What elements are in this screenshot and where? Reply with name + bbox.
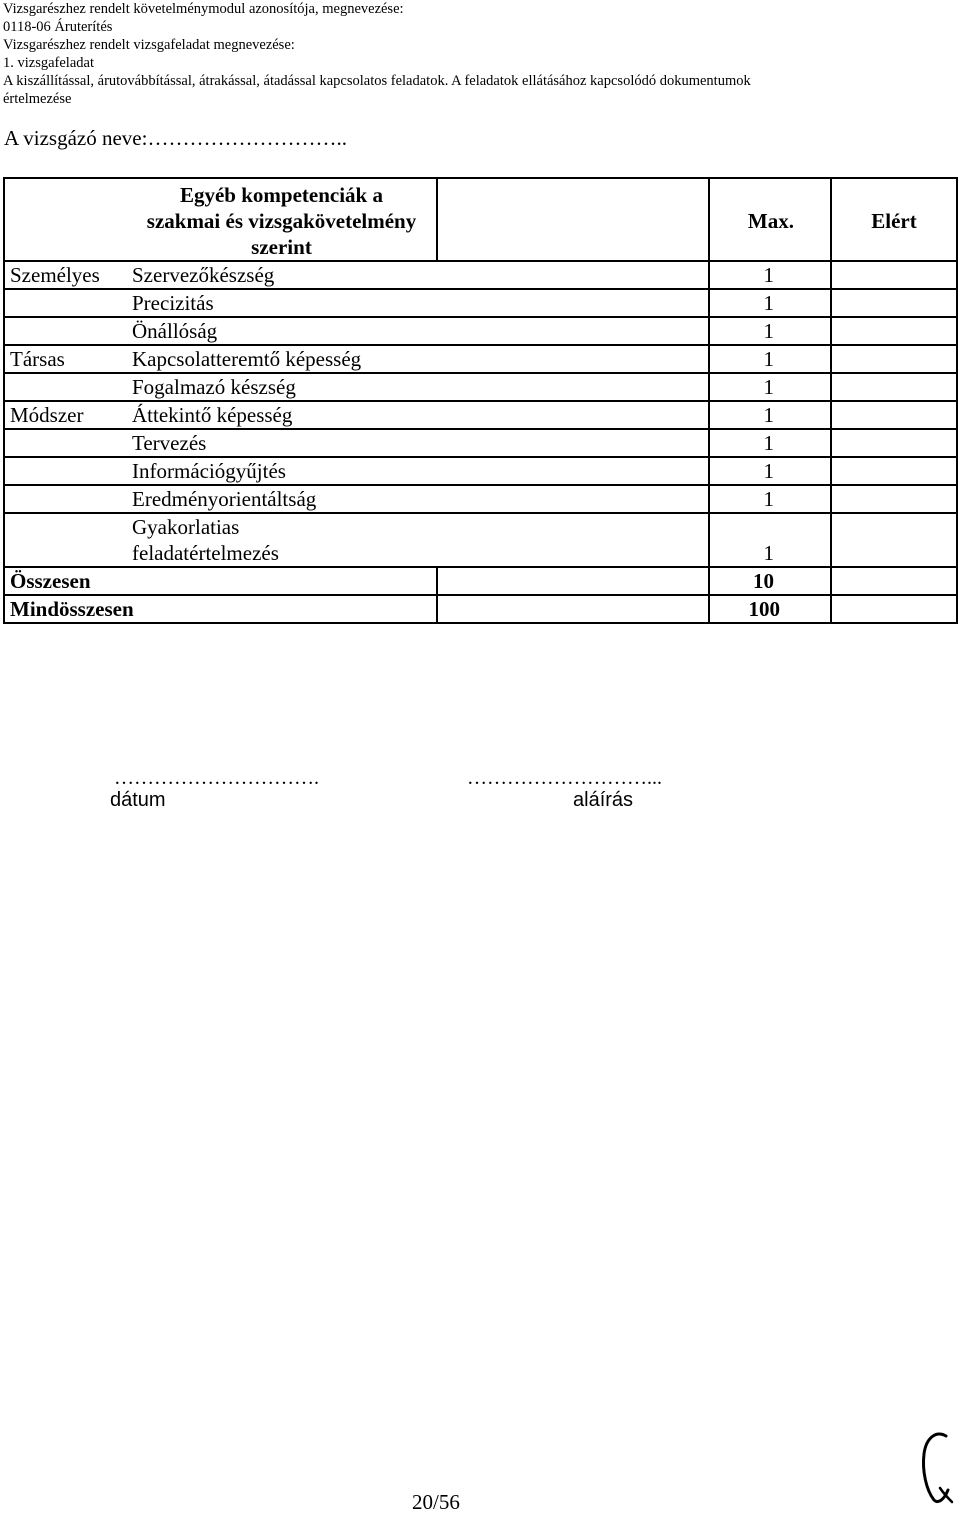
table-header-row <box>4 178 957 261</box>
grand-total-achieved[interactable] <box>831 595 957 623</box>
date-label: dátum <box>110 789 166 811</box>
table-row <box>4 261 957 289</box>
achieved-cell[interactable] <box>831 317 957 345</box>
max-cell: 1 <box>709 261 831 289</box>
category-cell <box>4 485 127 513</box>
category-cell <box>4 429 127 457</box>
item-cell: Információgyűjtés <box>127 457 709 485</box>
table-row <box>4 317 957 345</box>
heading-line: szakmai és vizsgakövetelmény <box>146 209 417 233</box>
grand-total-max: 100 <box>709 595 831 623</box>
achieved-cell[interactable] <box>831 345 957 373</box>
max-cell: 1 <box>709 373 831 401</box>
achieved-cell[interactable] <box>831 513 957 567</box>
item-cell <box>127 513 709 567</box>
item-cell: Precizitás <box>127 289 709 317</box>
achieved-cell[interactable] <box>831 373 957 401</box>
table-row <box>4 513 957 567</box>
table-row <box>4 457 957 485</box>
grand-total-label: Mindösszesen <box>4 595 437 623</box>
max-cell: 1 <box>709 317 831 345</box>
heading-line: Egyéb kompetenciák a <box>179 183 383 207</box>
total-row <box>4 567 957 595</box>
table-row <box>4 429 957 457</box>
max-cell: 1 <box>709 401 831 429</box>
category-cell: Társas <box>4 345 127 373</box>
category-cell <box>4 317 127 345</box>
grand-total-row <box>4 595 957 623</box>
category-cell: Módszer <box>4 401 127 429</box>
page-number: 20/56 <box>412 1490 460 1514</box>
date-line: …………………………. <box>114 767 319 789</box>
header-task-description: A kiszállítással, árutovábbítással, átrakással, átadással kapcsolatos feladatok. A feladatok ellátásához kapcsolódó dokumentumok <box>3 73 751 89</box>
achieved-cell[interactable] <box>831 401 957 429</box>
max-cell: 1 <box>709 345 831 373</box>
max-cell: 1 <box>709 513 831 567</box>
header-module-label: Vizsgarészhez rendelt követelménymodul azonosítója, megnevezése: <box>3 1 404 17</box>
achieved-cell[interactable] <box>831 289 957 317</box>
achieved-cell[interactable] <box>831 429 957 457</box>
category-cell <box>4 457 127 485</box>
max-header: Max. <box>709 178 831 261</box>
category-cell <box>4 513 127 567</box>
table-row <box>4 401 957 429</box>
item-cell: Kapcsolatteremtő képesség <box>127 345 709 373</box>
table-row <box>4 345 957 373</box>
item-cell: Tervezés <box>127 429 709 457</box>
table-row <box>4 373 957 401</box>
table-row <box>4 289 957 317</box>
total-achieved[interactable] <box>831 567 957 595</box>
handwritten-initial-signature <box>918 1428 954 1508</box>
table-row <box>4 485 957 513</box>
competency-heading <box>127 178 437 261</box>
total-label: Összesen <box>4 567 437 595</box>
max-cell: 1 <box>709 457 831 485</box>
signature-label: aláírás <box>573 789 634 811</box>
max-cell: 1 <box>709 429 831 457</box>
category-cell: Személyes <box>4 261 127 289</box>
item-cell: Önállóság <box>127 317 709 345</box>
achieved-header: Elért <box>831 178 957 261</box>
header-module-name: 0118-06 Áruterítés <box>3 19 113 35</box>
item-cell: Szervezőkészség <box>127 261 709 289</box>
competency-table <box>3 177 958 624</box>
item-cell: Fogalmazó készség <box>127 373 709 401</box>
header-task-label: Vizsgarészhez rendelt vizsgafeladat megnevezése: <box>3 37 295 53</box>
item-line: feladatértelmezés <box>132 541 279 565</box>
max-cell: 1 <box>709 289 831 317</box>
header-task-number: 1. vizsgafeladat <box>3 55 94 71</box>
item-cell: Áttekintő képesség <box>127 401 709 429</box>
item-cell: Eredményorientáltság <box>127 485 709 513</box>
category-cell <box>4 373 127 401</box>
header-task-description-cont: értelmezése <box>3 91 72 107</box>
achieved-cell[interactable] <box>831 261 957 289</box>
achieved-cell[interactable] <box>831 485 957 513</box>
total-max: 10 <box>709 567 831 595</box>
heading-line: szerint <box>251 235 312 259</box>
item-line: Gyakorlatias <box>132 515 240 539</box>
candidate-name-line: A vizsgázó neve:……………………….. <box>4 126 347 150</box>
max-cell: 1 <box>709 485 831 513</box>
category-cell <box>4 289 127 317</box>
achieved-cell[interactable] <box>831 457 957 485</box>
signature-line: ………………………... <box>467 767 662 789</box>
